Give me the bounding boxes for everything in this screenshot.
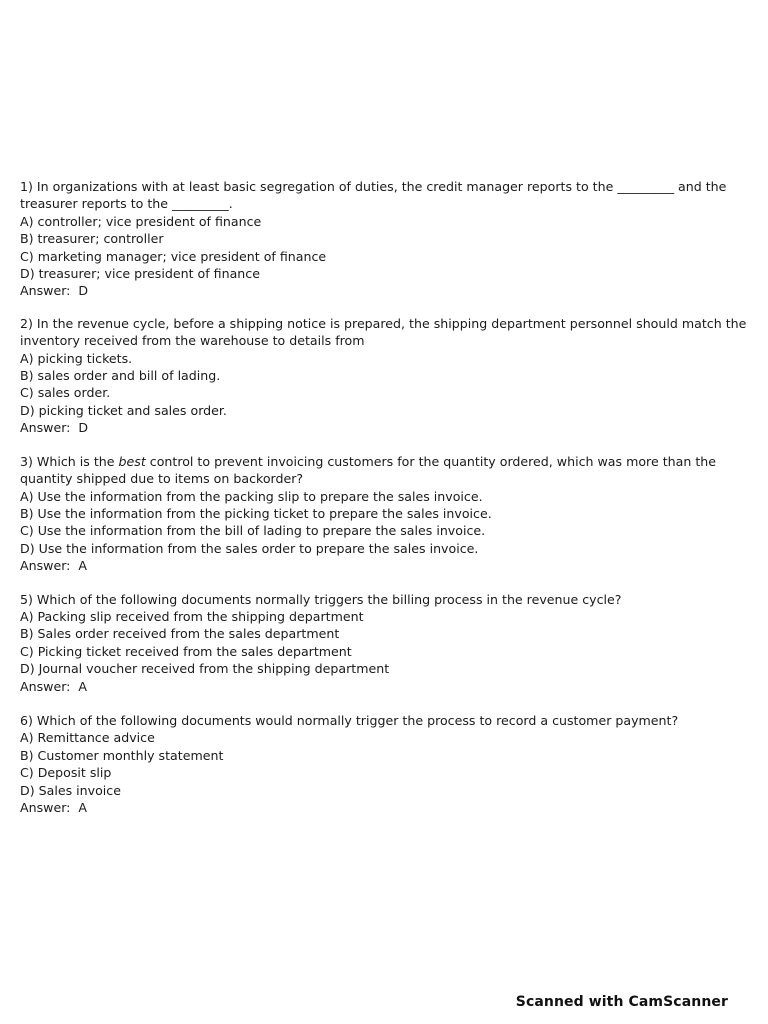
question-stem: 6) Which of the following documents would normally trigger the process to record a customer payment?	[20, 712, 679, 728]
question-2	[20, 315, 755, 437]
document-page	[20, 178, 755, 835]
scanner-watermark: Scanned with CamScanner	[515, 994, 728, 1010]
question-1	[20, 178, 755, 300]
stem-text-after: control to prevent invoicing customers for the quantity ordered, which was more than the quantity shipped due to items on backorder?	[20, 453, 720, 487]
answer-line: Answer: A	[20, 800, 88, 815]
question-3	[20, 453, 755, 575]
stem-emphasis: best	[118, 453, 146, 469]
option-b: B) sales order and bill of lading.	[20, 368, 221, 384]
option-a: A) Packing slip received from the shipping department	[20, 608, 364, 624]
stem-text-before: 3) Which is the	[20, 453, 119, 469]
option-c: C) marketing manager; vice president of finance	[20, 248, 327, 264]
option-c: C) sales order.	[20, 385, 111, 401]
option-b: B) treasurer; controller	[20, 231, 164, 247]
option-c: C) Picking ticket received from the sales department	[20, 643, 352, 659]
option-c: C) Deposit slip	[20, 765, 112, 781]
question-stem	[20, 453, 755, 488]
question-stem: 5) Which of the following documents normally triggers the billing process in the revenue cycle?	[20, 591, 622, 607]
answer-line: Answer: D	[20, 283, 89, 299]
question-stem: 2) In the revenue cycle, before a shipping notice is prepared, the shipping department personnel should match the inventory received from the warehouse to details from	[20, 315, 751, 349]
option-c: C) Use the information from the bill of lading to prepare the sales invoice.	[20, 523, 486, 539]
option-a: A) Remittance advice	[20, 730, 155, 746]
answer-line: Answer: D	[20, 420, 89, 436]
option-d: D) Use the information from the sales order to prepare the sales invoice.	[20, 540, 479, 556]
option-d: D) picking ticket and sales order.	[20, 402, 227, 418]
answer-line: Answer: A	[20, 678, 88, 694]
option-a: A) picking tickets.	[20, 350, 133, 366]
option-a: A) Use the information from the packing slip to prepare the sales invoice.	[20, 488, 483, 504]
option-b: B) Use the information from the picking ticket to prepare the sales invoice.	[20, 505, 492, 521]
option-d: D) Sales invoice	[20, 782, 121, 798]
option-b: B) Sales order received from the sales department	[20, 626, 340, 642]
answer-line: Answer: A	[20, 558, 88, 574]
question-stem: 1) In organizations with at least basic segregation of duties, the credit manager reports to the _________ and the treasurer reports to the _________.	[20, 179, 731, 212]
option-d: D) Journal voucher received from the shipping department	[20, 661, 390, 677]
question-6	[20, 712, 755, 816]
option-b: B) Customer monthly statement	[20, 747, 224, 763]
option-d: D) treasurer; vice president of finance	[20, 266, 260, 282]
option-a: A) controller; vice president of finance	[20, 213, 262, 229]
question-5	[20, 591, 755, 695]
